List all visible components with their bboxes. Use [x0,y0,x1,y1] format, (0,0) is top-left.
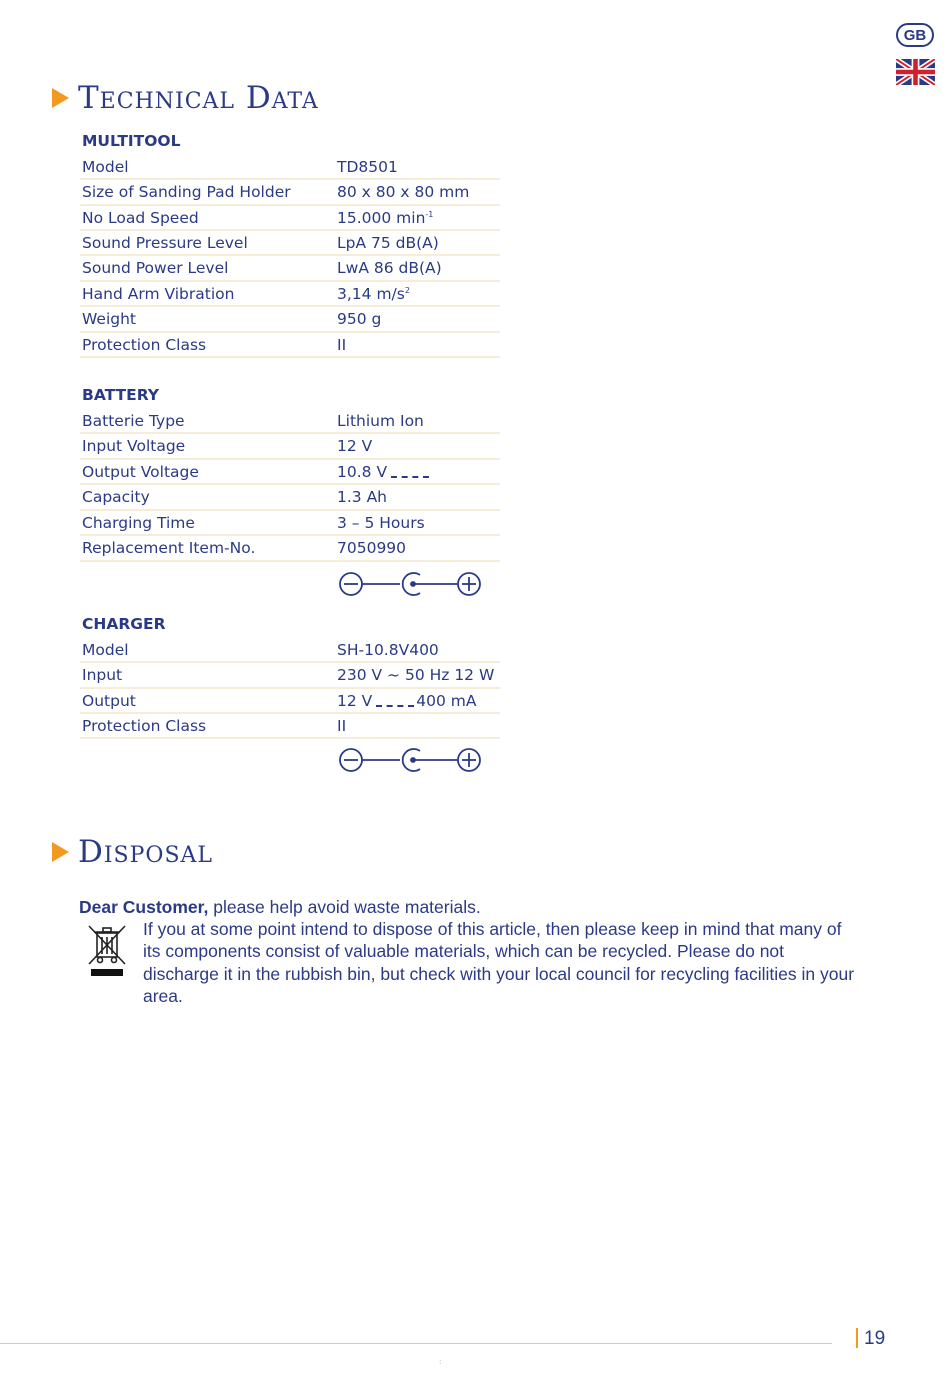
row-divider [80,687,500,689]
section-title: Technical Data [78,80,319,116]
disposal-lead-rest: please help avoid waste materials. [208,897,481,917]
spec-value: TD8501 [337,158,398,176]
value-text: 12 V [337,692,373,710]
row-divider [80,178,500,180]
spec-label: Output [82,692,136,710]
spec-label: Sound Power Level [82,259,229,277]
country-badge: GB [896,23,934,47]
value-text: 15.000 min [337,209,426,227]
technical-data-heading [52,80,319,116]
polarity-symbol-icon [338,745,482,775]
row-divider [80,661,500,663]
spec-value: 3 – 5 Hours [337,514,425,532]
disposal-heading [52,834,213,870]
uk-flag-icon [896,59,935,85]
spec-label: Batterie Type [82,412,185,430]
spec-value: 1.3 Ah [337,488,388,506]
spec-value: Lithium Ion [337,412,424,430]
charger-heading: CHARGER [82,615,166,633]
dc-symbol-icon [391,470,429,478]
row-divider [80,458,500,460]
row-divider [80,737,500,739]
spec-value [337,463,431,481]
polarity-symbol-icon [338,569,482,599]
spec-label: Capacity [82,488,150,506]
spec-label: Output Voltage [82,463,199,481]
spec-label: Charging Time [82,514,195,532]
arrow-right-icon [52,842,69,862]
spec-value: SH-10.8V400 [337,641,439,659]
spec-value: II [337,336,347,354]
row-divider [80,432,500,434]
spec-label: No Load Speed [82,209,199,227]
row-divider [80,534,500,536]
row-divider [80,509,500,511]
dc-symbol-icon [376,699,414,707]
footer-divider [0,1343,832,1344]
row-divider [80,280,500,282]
row-divider [80,483,500,485]
row-divider [80,204,500,206]
spec-label: Weight [82,310,137,328]
row-divider [80,229,500,231]
disposal-body: If you at some point intend to dispose of this article, then please keep in mind that many of its components consist of valuable materials, which can be recycled. Please do not discharge it in the rubbish bin, but check with your local council for recycling facilities in your area. [143,919,855,1006]
spec-label: Replacement Item-No. [82,539,256,557]
spec-label: Sound Pressure Level [82,234,248,252]
spec-value [337,209,433,227]
value-superscript: -1 [425,209,434,219]
spec-value: 950 g [337,310,382,328]
disposal-intro [79,896,869,918]
spec-label: Protection Class [82,336,207,354]
value-superscript: 2 [404,285,410,295]
spec-label: Input Voltage [82,437,186,455]
spec-value [337,285,410,303]
disposal-lead: Dear Customer, [79,897,209,917]
value-suffix: 400 mA [416,692,477,710]
value-text: 3,14 m/s [337,285,405,303]
spec-label: Model [82,158,129,176]
footer-mark: : [439,1358,442,1366]
row-divider [80,331,500,333]
spec-value: 80 x 80 x 80 mm [337,183,470,201]
page-number: 19 [864,1328,886,1349]
spec-value: 230 V ~ 50 Hz 12 W [337,666,495,684]
spec-value: 7050990 [337,539,407,557]
page-number-bar [856,1328,858,1348]
row-divider [80,356,500,358]
spec-value [337,692,476,710]
battery-heading: BATTERY [82,386,160,404]
row-divider [80,712,500,714]
spec-label: Size of Sanding Pad Holder [82,183,291,201]
value-text: 10.8 V [337,463,388,481]
crossed-out-bin-icon [86,924,128,978]
row-divider [80,560,500,562]
arrow-right-icon [52,88,69,108]
spec-value: II [337,717,347,735]
row-divider [80,254,500,256]
row-divider [80,305,500,307]
spec-label: Input [82,666,123,684]
multitool-heading: MULTITOOL [82,132,181,150]
spec-value: LpA 75 dB(A) [337,234,439,252]
spec-label: Hand Arm Vibration [82,285,235,303]
section-title: Disposal [78,834,214,870]
spec-label: Model [82,641,129,659]
spec-value: 12 V [337,437,373,455]
spec-label: Protection Class [82,717,207,735]
spec-value: LwA 86 dB(A) [337,259,442,277]
